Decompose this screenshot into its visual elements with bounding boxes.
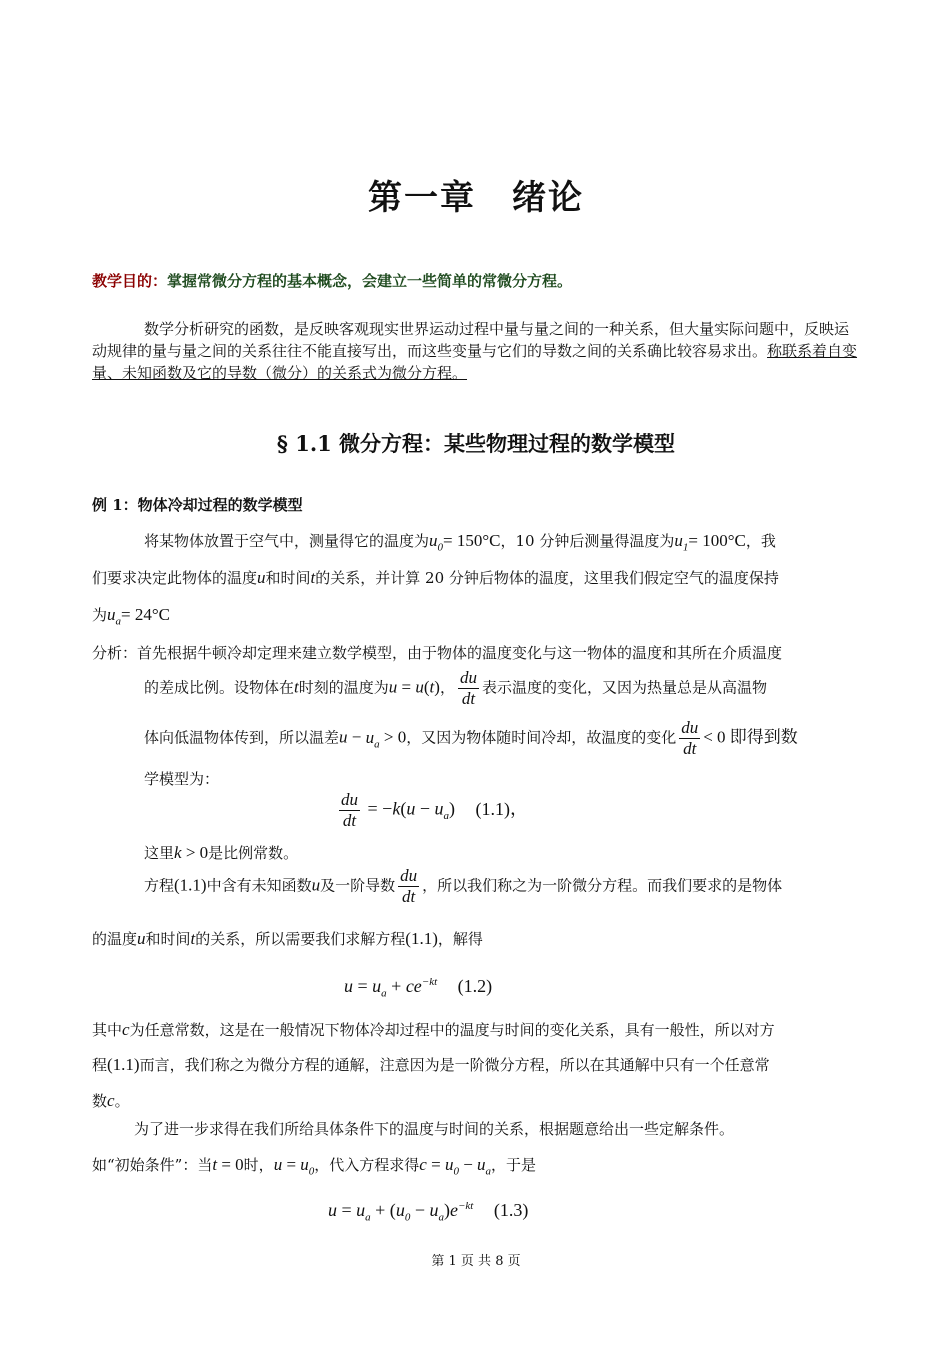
analysis-line-1: 分析：首先根据牛顿冷却定理来建立数学模型，由于物体的温度变化与这一物体的温度和其所在介质温度 <box>92 644 783 662</box>
chapter-number: 第一章 <box>368 178 476 218</box>
para3-line-2: 程(1.1)而言，我们称之为微分方程的通解，注意因为是一阶微分方程，所以在其通解中只有一个任意常 <box>92 1055 770 1074</box>
example-title: 例 1：物体冷却过程的数学模型 <box>92 496 303 514</box>
para3-line-3: 数c。 <box>92 1091 130 1110</box>
para3-line-4: 为了进一步求得在我们所给具体条件下的温度与时间的关系，根据题意给出一些定解条件。 <box>134 1120 735 1138</box>
equation-1-2: $u = u_a + ce^{-kt}$ (1.2) <box>344 976 493 1000</box>
objective-label: 教学目的： <box>92 272 168 290</box>
para3-line-1: 其中c为任意常数，这是在一般情况下物体冷却过程中的温度与时间的变化关系，具有一般性，所以对方 <box>92 1020 775 1039</box>
du-dt-fraction: $\frac{du}{dt}$ <box>459 668 477 708</box>
chapter-name: 绪论 <box>512 178 584 218</box>
u0-symbol: $u_0$ <box>429 531 444 554</box>
equation-1-3: $u = u_a + (u_0 - u_a)e^{-kt}$ (1.3) <box>328 1200 529 1224</box>
u1-symbol: $u_1$ <box>674 531 689 554</box>
example-line-3: 为$u_a= 24^\circ C$ <box>92 605 170 628</box>
page-footer: 第 1 页 共 8 页 <box>431 1254 521 1269</box>
example-line-2: 们要求决定此物体的温度u和时间t的关系，并计算 20 分钟后物体的温度，这里我们假定空气的温度保持 <box>92 568 779 587</box>
definition-text: 称联系着自变量、未知函数及它的导数（微分）的关系式为微分方程。 <box>92 342 858 382</box>
equation-1-1: $\frac{du}{dt}$ = $-k(u - u_a)$ (1.1)， <box>341 790 528 830</box>
teaching-objective <box>92 270 572 291</box>
analysis-line-4: 学模型为： <box>144 770 220 788</box>
analysis-line-5: 这里k > 0是比例常数。 <box>144 843 299 862</box>
intro-paragraph <box>92 318 862 384</box>
para2-line-1: 方程(1.1)中含有未知函数u及一阶导数 $\frac{du}{dt}$ ，所以我们称之为一阶微分方程。而我们要求的是物体 <box>144 866 783 906</box>
equation-number: (1.3) <box>493 1200 529 1220</box>
analysis-line-3: 体向低温物体传到，所以温差$u - u_a > 0$，又因为物体随时间冷却，故温度的变化 $\frac{du}{dt}$ < 0 即得到数 <box>144 718 798 758</box>
equation-number: (1.1) <box>475 798 510 819</box>
equation-number: (1.2) <box>457 976 493 996</box>
para2-line-2: 的温度u和时间t的关系，所以需要我们求解方程(1.1)，解得 <box>92 929 483 948</box>
analysis-line-2: 的差成比例。设物体在t时刻的温度为u = u(t)， $\frac{du}{dt}$ 表示温度的变化，又因为热量总是从高温物 <box>144 668 767 708</box>
chapter-title <box>0 170 952 219</box>
objective-text: 掌握常微分方程的基本概念，会建立一些简单的常微分方程。 <box>167 272 573 290</box>
para3-line-5: 如“初始条件”：当t = 0时，$u = u_0$，代入方程求得$c = u_0 - u_a$，于是 <box>92 1155 537 1178</box>
section-heading: § 1.1 微分方程：某些物理过程的数学模型 <box>276 431 676 456</box>
example-line-1: 将某物体放置于空气中，测量得它的温度为$u_0= 150^\circ C$，10 分钟后测量得温度为$u_1= 100^\circ C$，我 <box>144 531 776 554</box>
intro-text: 数学分析研究的函数，是反映客观现实世界运动过程中量与量之间的一种关系，但大量实际问题中，反映运动规律的量与量之间的关系往往不能直接写出，而这些变量与它们的导数之间的关系确比较容易求出。 <box>92 320 850 360</box>
analysis-label: 分析： <box>92 644 138 662</box>
